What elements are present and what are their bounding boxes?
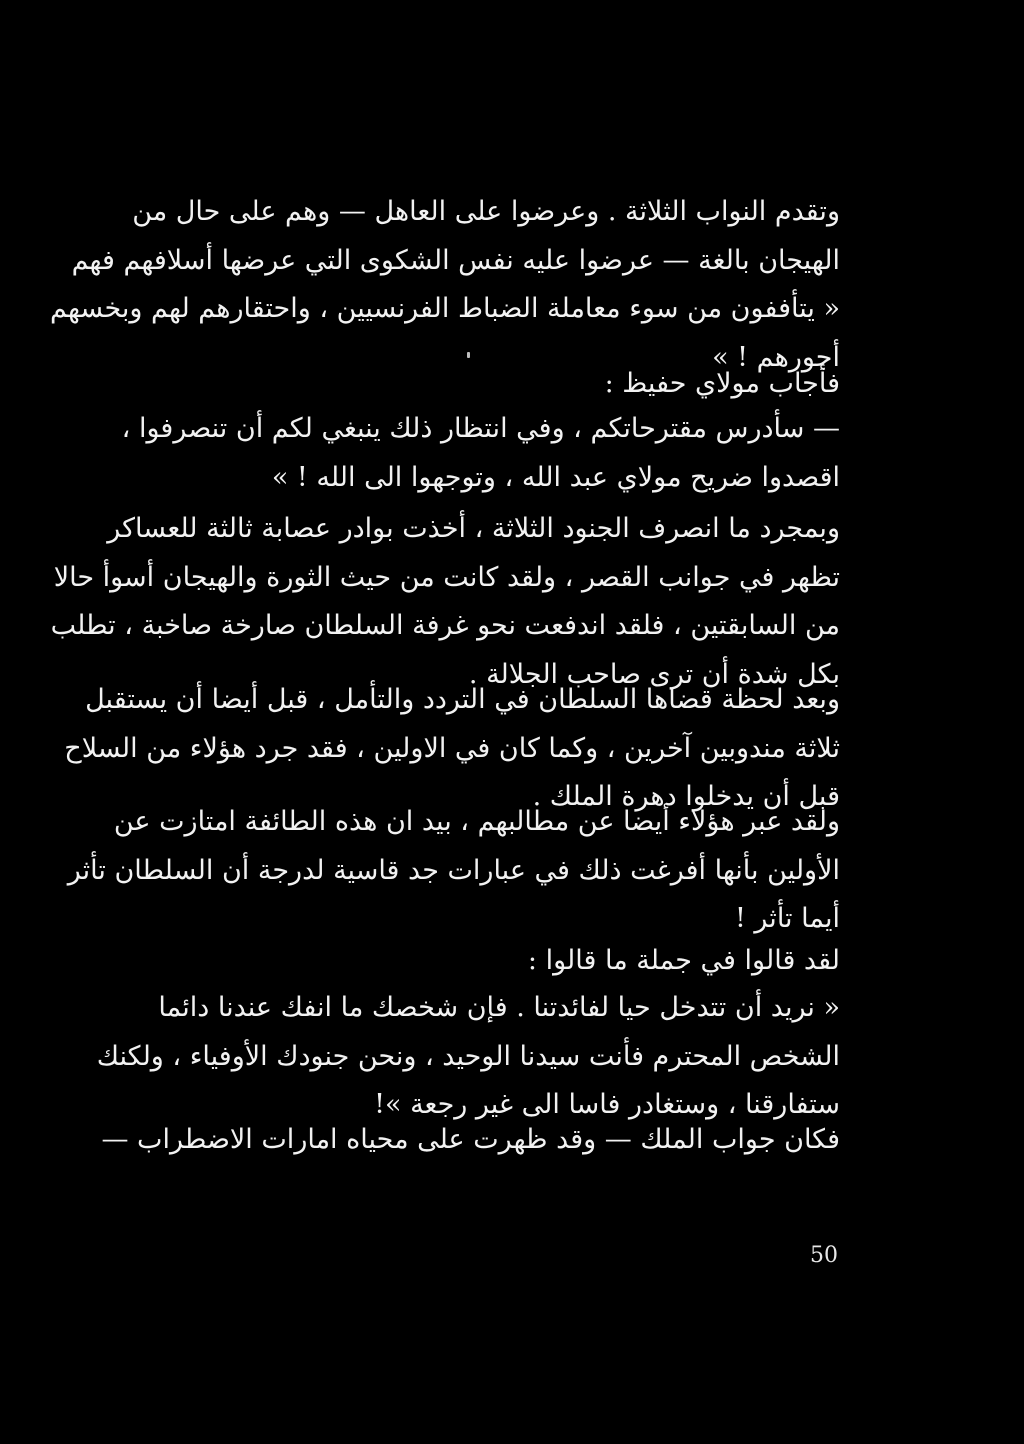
text-line: بكل شدة أن ترى صاحب الجلالة . (468, 658, 840, 690)
text-line: وتقدم النواب الثلاثة . وعرضوا على العاهل — وهم على حال من (132, 196, 840, 227)
text-line: ستفارقنا ، وستغادر فاسا الى غير رجعة »! (374, 1089, 840, 1120)
text-line: قبل أن يدخلوا دهرة الملك . (532, 781, 840, 812)
text-line: لقد قالوا في جملة ما قالوا : (527, 945, 840, 976)
paragraph-1 (49, 188, 840, 382)
paragraph-7 (180, 937, 840, 986)
text-line: تظهر في جوانب القصر ، ولقد كانت من حيث الثورة والهيجان أسوأ حالا (53, 561, 840, 593)
paragraph-6 (67, 798, 840, 944)
text-line: أجورهم ! » (712, 341, 840, 373)
text-line: ثلاثة مندوبين آخرين ، وكما كان في الاولين ، فقد جرد هؤلاء من السلاح (64, 732, 840, 764)
text-line: ولقد عبر هؤلاء أيضا عن مطالبهم ، بيد ان هذه الطائفة امتازت عن (113, 806, 840, 837)
text-line: وبعد لحظة قضاها السلطان في التردد والتأمل ، قبل أيضا أن يستقبل (85, 684, 840, 715)
text-line: « نريد أن تتدخل حيا لفائدتنا . فإن شخصك ما انفك عندنا دائما (158, 992, 840, 1023)
text-line: أيما تأثر ! (734, 903, 840, 934)
text-line: من السابقتين ، فلقد اندفعت نحو غرفة السلطان صارخة صاخبة ، تطلب (50, 610, 840, 641)
text-line: وبمجرد ما انصرف الجنود الثلاثة ، أخذت بوادر عصابة ثالثة للعساكر (107, 513, 840, 544)
paragraph-2 (180, 360, 840, 409)
text-line: فأجاب مولاي حفيظ : (604, 368, 840, 399)
paragraph-3 (121, 405, 840, 502)
text-line: « يتأففون من سوء معاملة الضباط الفرنسيين ، واحتقارهم لهم وبخسهم (49, 293, 840, 324)
text-line: الشخص المحترم فأنت سيدنا الوحيد ، ونحن جنودك الأوفياء ، ولكنك (96, 1040, 840, 1072)
text-line: الهيجان بالغة — عرضوا عليه نفس الشكوى التي عرضها أسلافهم فهم (71, 244, 840, 276)
paragraph-8 (96, 984, 840, 1130)
text-line: — سأدرس مقترحاتكم ، وفي انتظار ذلك ينبغي لكم أن تنصرفوا ، (121, 413, 840, 444)
text-line: الأولين بأنها أفرغت ذلك في عبارات جد قاسية لدرجة أن السلطان تأثر (67, 854, 840, 886)
paragraph-4 (50, 505, 840, 699)
paragraph-9 (101, 1116, 840, 1165)
text-line: فكان جواب الملك — وقد ظهرت على محياه امارات الاضطراب — (101, 1124, 840, 1155)
page-number: 50 (810, 1243, 838, 1268)
text-line: اقصدوا ضريح مولاي عبد الله ، وتوجهوا الى الله ! » (271, 461, 840, 493)
